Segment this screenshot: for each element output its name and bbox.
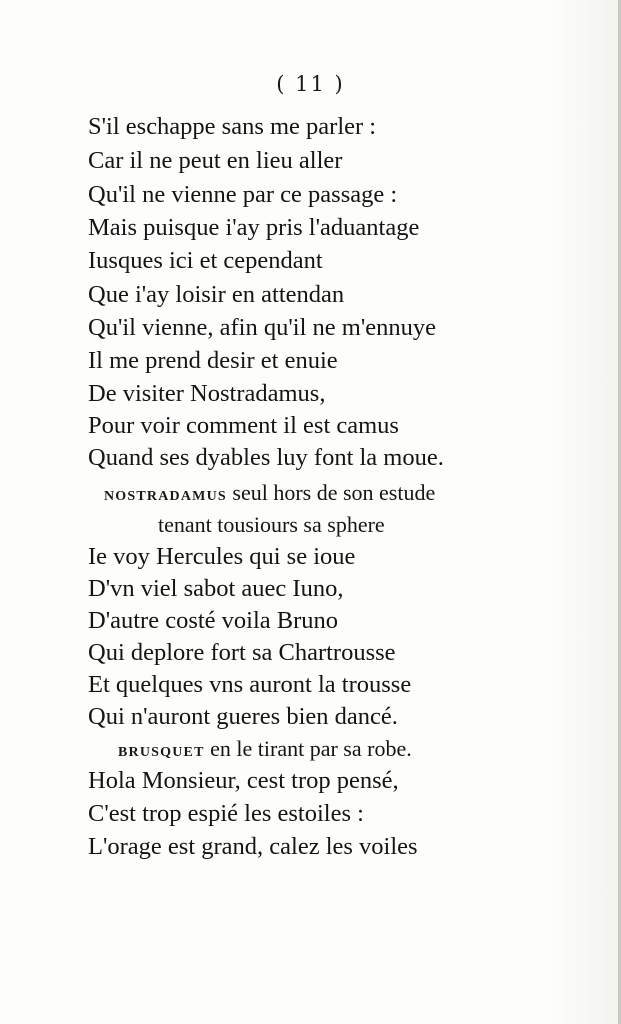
verse-line: Qui n'auront gueres bien dancé. (88, 703, 398, 730)
verse-line: Pour voir comment il est camus (88, 412, 399, 439)
verse-line: S'il eschappe sans me parler : (88, 113, 377, 140)
speaker-name: NOSTRADAMUS (104, 489, 227, 504)
verse-line: Il me prend desir et enuie (88, 347, 338, 374)
verse-line: D'autre costé voila Bruno (88, 607, 339, 634)
speaker-name: BRUSQUET (118, 745, 205, 760)
verse-line: Qu'il vienne, afin qu'il ne m'ennuye (88, 314, 436, 341)
verse-line: Quand ses dyables luy font la moue. (88, 444, 444, 471)
verse-line: De visiter Nostradamus, (88, 380, 326, 407)
stage-direction-text: en le tirant par sa robe. (210, 736, 412, 761)
verse-line: Hola Monsieur, cest trop pensé, (88, 767, 399, 794)
stage-direction-text: tenant tousiours sa sphere (158, 512, 385, 537)
stage-direction (118, 734, 412, 768)
stage-direction (104, 478, 435, 512)
verse-line: Et quelques vns auront la trousse (88, 671, 412, 698)
page-shading (551, 0, 621, 1024)
verse-line: Iusques ici et cependant (88, 247, 323, 274)
verse-line: L'orage est grand, calez les voiles (88, 833, 418, 860)
verse-line: Ie voy Hercules qui se ioue (88, 543, 356, 570)
verse-line: Mais puisque i'ay pris l'aduantage (88, 214, 420, 241)
verse-line: Qui deplore fort sa Chartrousse (88, 639, 396, 666)
stage-direction-text: seul hors de son estude (232, 480, 436, 505)
verse-line: Que i'ay loisir en attendan (88, 281, 345, 308)
verse-line: C'est trop espié les estoiles : (88, 800, 364, 827)
verse-line: D'vn viel sabot auec Iuno, (88, 575, 344, 602)
verse-line: Car il ne peut en lieu aller (88, 147, 343, 174)
page-number: ( 11 ) (276, 72, 345, 96)
verse-line: Qu'il ne vienne par ce passage : (88, 181, 398, 208)
